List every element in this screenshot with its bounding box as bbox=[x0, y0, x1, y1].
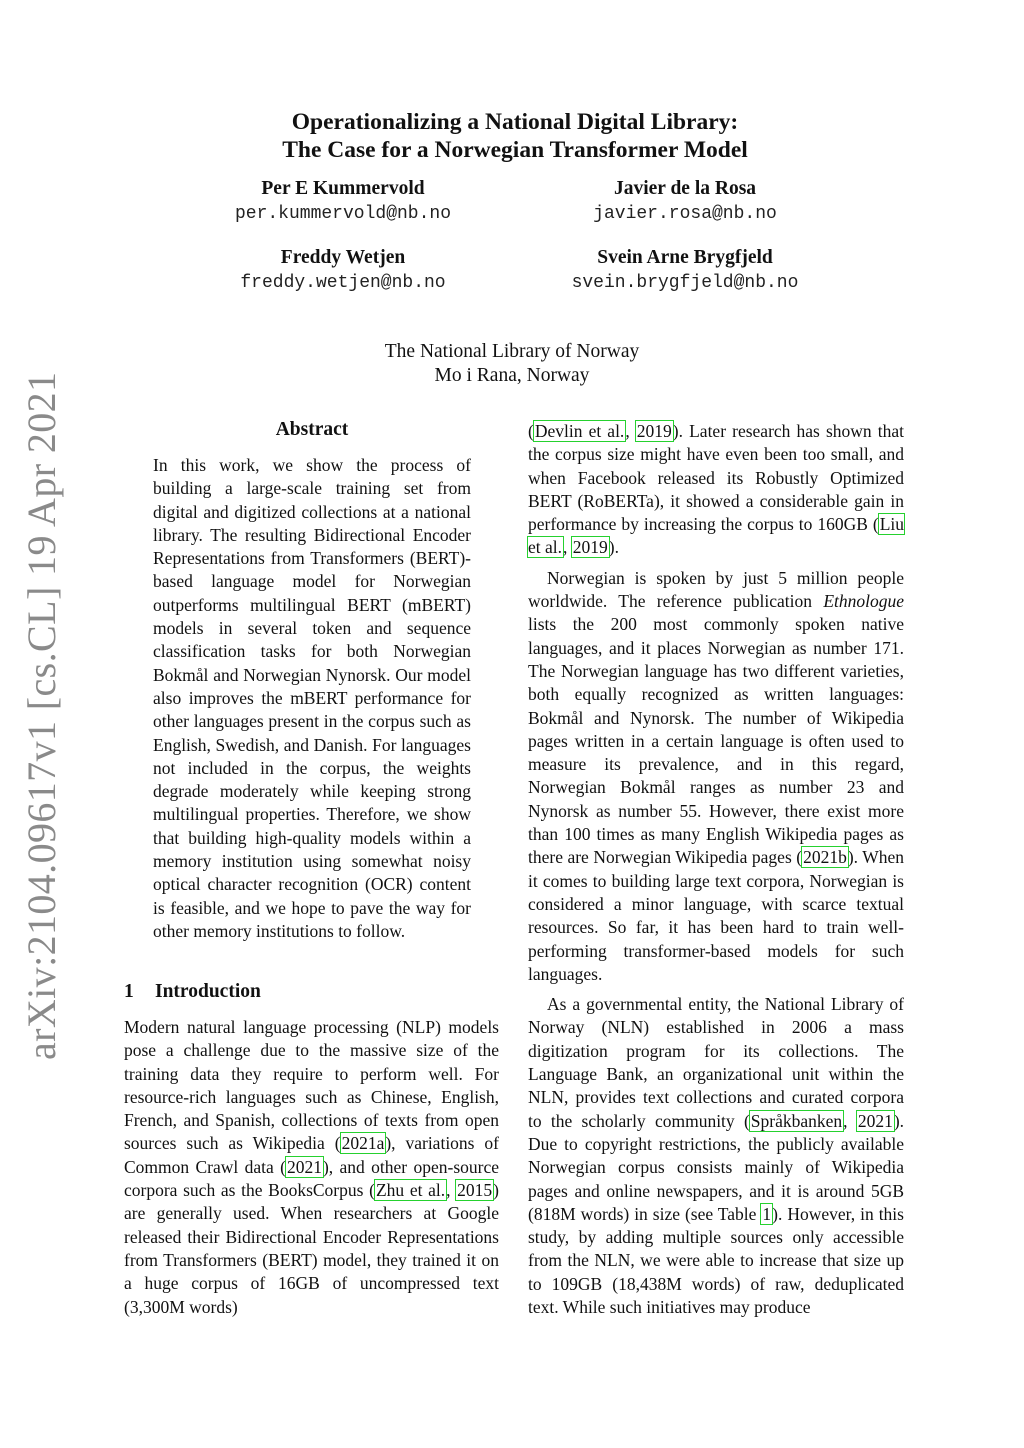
text-run: Modern natural language processing (NLP) models pose a challenge due to the massive size of the training data they require to perform well. For resource-rich languages such as Chinese, English, French, and Spanish, collections of texts from open sources such as Wikipedia ( bbox=[124, 1017, 499, 1154]
affiliation-line-2: Mo i Rana, Norway bbox=[434, 365, 590, 386]
abstract-heading: Abstract bbox=[275, 419, 349, 440]
text-run: ), and other open-source corpora such as the BooksCorpus ( bbox=[124, 1156, 499, 1201]
ethnologue-italic: Ethnologue bbox=[823, 591, 904, 612]
citation-link[interactable]: 2019 bbox=[636, 421, 672, 441]
text-run: ) are generally used. When researchers at Google released their Bidirectional Encoder Representations from Transformers (BERT) model, they trained it on a huge corpus of 16GB of uncompressed text (3,300M words) bbox=[124, 1180, 499, 1317]
citation-link[interactable]: 2019 bbox=[572, 537, 608, 558]
citation-link[interactable]: 2021b bbox=[803, 847, 847, 868]
author-name: Freddy Wetjen bbox=[280, 247, 406, 268]
right-paragraph-3 bbox=[528, 993, 904, 1319]
text-run: ). When it comes to building large text corpora, Norwegian is considered a minor language, with scarce textual resources. So far, it has been hard to train well-performing transformer-based models for such languages. bbox=[528, 847, 905, 984]
abstract-body: In this work, we show the process of building a large-scale training set from digital and digitized collections at a national library. The resulting Bidirectional Encoder Representations from Transformers (BERT)-based language model for Norwegian outperforms multilingual BERT (mBERT) models in several token and sequence classification tasks for both Norwegian Bokmål and Norwegian Nynorsk. Our model also improves the mBERT performance for other languages present in the corpus such as English, Swedish, and Danish. For languages not included in the corpus, the weights degrade moderately while keeping strong multilingual properties. Therefore, we show that building high-quality models within a memory institution using somewhat noisy optical character recognition (OCR) content is feasible, and we hope to pave the way for other memory institutions to follow. bbox=[153, 455, 471, 941]
intro-paragraph-1 bbox=[124, 1016, 499, 1319]
section-number: 1 bbox=[124, 981, 134, 1002]
text-run: lists the 200 most commonly spoken native languages, and it places Norwegian as number 171. The Norwegian language has two different varieties, both equally recognized as written languages: Bokmål and Nynorsk. The number of Wikipedia pages written in a certain language is often used to measure its prevalence, and in this regard, Norwegian Bokmål ranges as number 23 and Nynorsk as number 55. However, there exist more than 100 times as many English Wikipedia pages as there are Norwegian Wikipedia pages ( bbox=[528, 614, 904, 868]
author-name: Per E Kummervold bbox=[261, 178, 425, 199]
affiliation-line-1: The National Library of Norway bbox=[384, 341, 640, 362]
right-paragraph-1 bbox=[528, 420, 904, 560]
section-heading-introduction bbox=[124, 980, 499, 1004]
citation-link[interactable]: 2021a bbox=[341, 1133, 385, 1154]
citation-link[interactable]: Liu et al. bbox=[528, 514, 904, 558]
text-run: ). Due to copyright restrictions, the publicly available Norwegian corpus consists mainly of Wikipedia pages and online newspapers, and it is around 5GB (818M words) in size (see Table bbox=[528, 1110, 905, 1224]
citation-link[interactable]: Språkbanken bbox=[750, 1110, 843, 1131]
section-title: Introduction bbox=[155, 981, 261, 1002]
title-line-1: Operationalizing a National Digital Library: bbox=[291, 109, 739, 135]
author-email[interactable]: freddy.wetjen@nb.no bbox=[240, 273, 446, 293]
arxiv-side-stamp: arXiv:2104.09617v1 [cs.CL] 19 Apr 2021 bbox=[19, 371, 64, 1060]
text-run: , bbox=[843, 1110, 857, 1131]
text-run: , bbox=[446, 1180, 457, 1201]
table-reference-link[interactable]: 1 bbox=[762, 1203, 772, 1224]
text-run: , bbox=[563, 537, 572, 558]
author-block-1 bbox=[178, 177, 508, 227]
citation-link[interactable]: 2021 bbox=[857, 1110, 893, 1131]
text-run: As a governmental entity, the National Library of Norway (NLN) established in 2006 a mass digitization program for its collections. The Language Bank, an organizational unit within the NLN, provides text collections and curated corpora to the scholarly community ( bbox=[528, 994, 904, 1131]
text-run: ). However, in this study, by adding multiple sources only accessible from the NLN, we were able to increase that size up to 109GB (18,438M words) of raw, deduplicated text. While such initiatives may produce bbox=[528, 1203, 904, 1317]
author-email[interactable]: per.kummervold@nb.no bbox=[234, 204, 452, 224]
right-column-body bbox=[528, 420, 904, 1319]
author-name: Javier de la Rosa bbox=[613, 178, 757, 199]
text-run: ). Later research has shown that the corpus size might have even been too small, and when Facebook released its Robustly Optimized BERT (RoBERTa), it showed a considerable gain in performance by increasing the corpus to 160GB ( bbox=[528, 421, 905, 535]
citation-link[interactable]: Zhu et al. bbox=[375, 1180, 446, 1201]
author-email[interactable]: svein.brygfjeld@nb.no bbox=[571, 273, 799, 293]
text-run: ). bbox=[608, 537, 619, 558]
author-name: Svein Arne Brygfjeld bbox=[597, 247, 773, 268]
text-run: ( bbox=[528, 421, 534, 441]
text-run: Norwegian is spoken by just 5 million people worldwide. The reference publication bbox=[528, 567, 904, 612]
affiliation bbox=[262, 340, 762, 388]
citation-link[interactable]: 2021 bbox=[286, 1156, 322, 1177]
citation-link[interactable]: Devlin et al. bbox=[534, 421, 625, 441]
left-column-body bbox=[124, 1016, 499, 1319]
text-run: ), variations of Common Crawl data ( bbox=[124, 1133, 499, 1177]
author-email[interactable]: javier.rosa@nb.no bbox=[593, 204, 777, 224]
author-block-4 bbox=[520, 246, 850, 296]
citation-link[interactable]: 2015 bbox=[457, 1180, 493, 1201]
author-block-2 bbox=[520, 177, 850, 227]
right-paragraph-2 bbox=[528, 567, 904, 986]
paper-title bbox=[140, 108, 890, 164]
author-block-3 bbox=[178, 246, 508, 296]
text-run: , bbox=[625, 421, 636, 441]
title-line-2: The Case for a Norwegian Transformer Model bbox=[282, 137, 748, 163]
